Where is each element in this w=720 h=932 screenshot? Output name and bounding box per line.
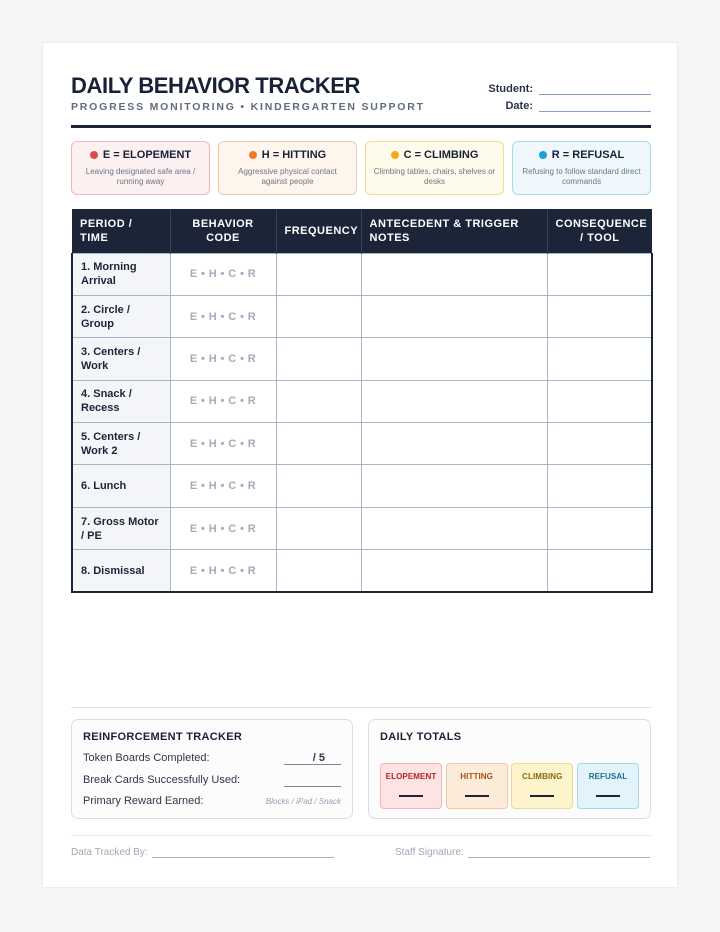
behavior-code-cell[interactable]: E • H • C • R: [170, 465, 276, 507]
legend-elopement: [71, 141, 210, 195]
table-row: [72, 550, 652, 592]
behavior-code-cell[interactable]: E • H • C • R: [170, 423, 276, 465]
behavior-legend: [71, 141, 651, 197]
token-row: [83, 752, 341, 766]
total-blank: [530, 795, 554, 797]
red-dot-icon: [90, 151, 98, 159]
tracked-by-field[interactable]: [152, 848, 334, 858]
table-row: [72, 423, 652, 465]
period-cell: 5. Centers / Work 2: [72, 423, 170, 465]
section-divider: [71, 707, 651, 708]
table-row: [72, 507, 652, 549]
consequence-cell[interactable]: [547, 423, 652, 465]
legend-label: C = CLIMBING: [403, 149, 479, 161]
student-label: Student:: [488, 83, 533, 95]
date-field[interactable]: [539, 98, 651, 112]
total-elopement[interactable]: [380, 763, 442, 809]
legend-label: E = ELOPEMENT: [102, 149, 192, 161]
period-cell: 3. Centers / Work: [72, 338, 170, 380]
column-header-period: PERIOD / TIME: [72, 209, 170, 253]
table-header-row: [72, 209, 652, 253]
legend-description: Aggressive physical contact against people: [238, 167, 337, 186]
table-row: [72, 380, 652, 422]
signature-label: Staff Signature:: [395, 847, 464, 858]
legend-climbing: [365, 141, 504, 195]
column-header-consequence: CONSEQUENCE / TOOL: [547, 209, 652, 253]
yellow-dot-icon: [391, 151, 399, 159]
header-divider: [71, 125, 651, 128]
period-cell: 8. Dismissal: [72, 550, 170, 592]
consequence-cell[interactable]: [547, 380, 652, 422]
total-climbing[interactable]: [511, 763, 573, 809]
antecedent-notes-cell[interactable]: [361, 380, 547, 422]
legend-description: Climbing tables, chairs, shelves or desks: [373, 167, 496, 186]
column-header-frequency: FREQUENCY: [276, 209, 361, 253]
legend-refusal: [512, 141, 651, 195]
consequence-cell[interactable]: [547, 338, 652, 380]
table-row: [72, 338, 652, 380]
total-label: REFUSAL: [588, 772, 628, 781]
period-cell: 4. Snack / Recess: [72, 380, 170, 422]
reinforcement-title: REINFORCEMENT TRACKER: [83, 731, 243, 743]
tracker-page: [42, 42, 678, 888]
legend-label: R = REFUSAL: [551, 149, 625, 161]
frequency-cell[interactable]: [276, 295, 361, 337]
total-label: HITTING: [460, 772, 493, 781]
signature-field[interactable]: [468, 848, 650, 858]
blue-dot-icon: [539, 151, 547, 159]
daily-totals: [368, 719, 651, 819]
total-blank: [596, 795, 620, 797]
period-cell: 6. Lunch: [72, 465, 170, 507]
orange-dot-icon: [249, 151, 257, 159]
frequency-cell[interactable]: [276, 507, 361, 549]
tracked-by-row: [71, 847, 334, 858]
antecedent-notes-cell[interactable]: [361, 423, 547, 465]
consequence-cell[interactable]: [547, 295, 652, 337]
frequency-cell[interactable]: [276, 338, 361, 380]
tracked-by-label: Data Tracked By:: [71, 847, 148, 858]
student-field[interactable]: [539, 81, 651, 95]
page-header: [71, 73, 651, 127]
reward-label: Primary Reward Earned:: [83, 795, 204, 807]
antecedent-notes-cell[interactable]: [361, 465, 547, 507]
total-label: ELOPEMENT: [385, 772, 437, 781]
consequence-cell[interactable]: [547, 465, 652, 507]
total-hitting[interactable]: [446, 763, 508, 809]
student-row: [485, 81, 651, 95]
consequence-cell[interactable]: [547, 253, 652, 295]
antecedent-notes-cell[interactable]: [361, 338, 547, 380]
reward-hint: Blocks / iPad / Snack: [265, 797, 341, 806]
antecedent-notes-cell[interactable]: [361, 507, 547, 549]
antecedent-notes-cell[interactable]: [361, 253, 547, 295]
table-row: [72, 465, 652, 507]
legend-label: H = HITTING: [261, 149, 327, 161]
column-header-code: BEHAVIOR CODE: [170, 209, 276, 253]
frequency-cell[interactable]: [276, 423, 361, 465]
signature-row: [395, 847, 650, 858]
consequence-cell[interactable]: [547, 550, 652, 592]
total-label: CLIMBING: [522, 772, 563, 781]
behavior-code-cell[interactable]: E • H • C • R: [170, 295, 276, 337]
consequence-cell[interactable]: [547, 507, 652, 549]
behavior-code-cell[interactable]: E • H • C • R: [170, 338, 276, 380]
legend-description: Leaving designated safe area / running away: [85, 167, 196, 186]
behavior-code-cell[interactable]: E • H • C • R: [170, 253, 276, 295]
date-row: [485, 98, 651, 112]
antecedent-notes-cell[interactable]: [361, 550, 547, 592]
token-field[interactable]: / 5: [284, 752, 341, 765]
behavior-code-cell[interactable]: E • H • C • R: [170, 380, 276, 422]
behavior-code-cell[interactable]: E • H • C • R: [170, 507, 276, 549]
period-cell: 7. Gross Motor / PE: [72, 507, 170, 549]
break-label: Break Cards Successfully Used:: [83, 774, 241, 786]
break-row: [83, 774, 341, 788]
frequency-cell[interactable]: [276, 465, 361, 507]
footer-divider: [71, 835, 651, 836]
period-cell: 1. Morning Arrival: [72, 253, 170, 295]
legend-description: Refusing to follow standard direct commands: [522, 167, 641, 186]
table-row: [72, 295, 652, 337]
total-refusal[interactable]: [577, 763, 639, 809]
total-blank: [465, 795, 489, 797]
totals-title: DAILY TOTALS: [380, 731, 462, 743]
behavior-table: [71, 209, 653, 593]
behavior-code-cell[interactable]: E • H • C • R: [170, 550, 276, 592]
totals-boxes: [380, 763, 639, 809]
page-subtitle: PROGRESS MONITORING • KINDERGARTEN SUPPORT: [71, 101, 425, 113]
frequency-cell[interactable]: [276, 253, 361, 295]
token-label: Token Boards Completed:: [83, 752, 210, 764]
total-blank: [399, 795, 423, 797]
page-title: DAILY BEHAVIOR TRACKER: [71, 73, 361, 98]
antecedent-notes-cell[interactable]: [361, 295, 547, 337]
frequency-cell[interactable]: [276, 380, 361, 422]
legend-hitting: [218, 141, 357, 195]
period-cell: 2. Circle / Group: [72, 295, 170, 337]
date-label: Date:: [505, 100, 533, 112]
reward-row: [83, 795, 341, 809]
column-header-antecedent: ANTECEDENT & TRIGGER NOTES: [361, 209, 547, 253]
table-row: [72, 253, 652, 295]
frequency-cell[interactable]: [276, 550, 361, 592]
reinforcement-tracker: [71, 719, 353, 819]
break-field[interactable]: [284, 774, 341, 787]
